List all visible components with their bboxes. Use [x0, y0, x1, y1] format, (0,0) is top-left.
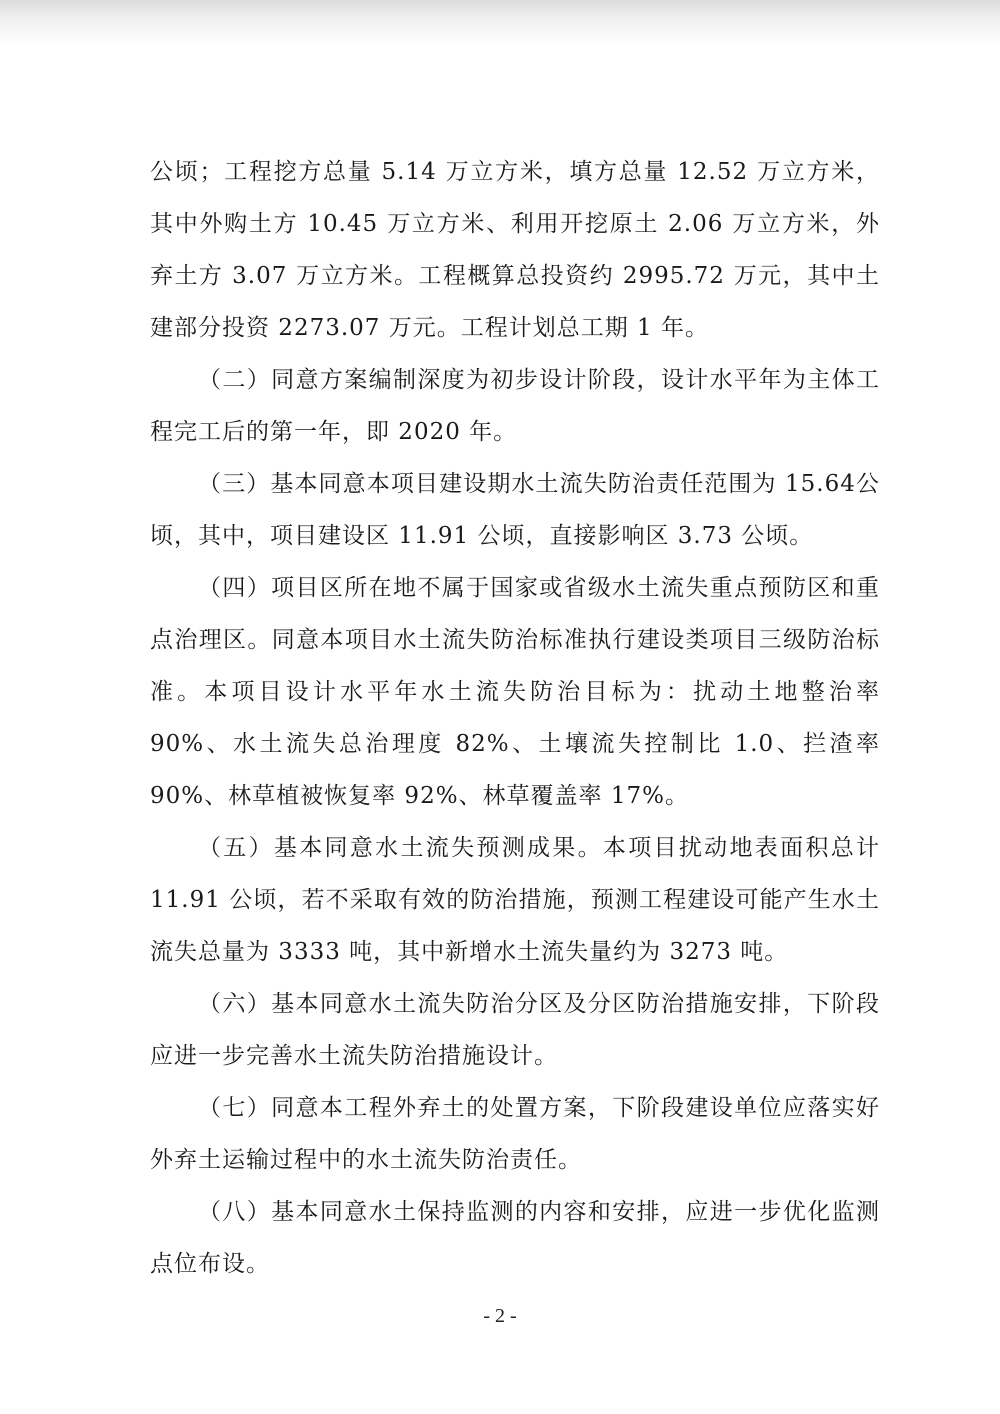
paragraph-line: 生水土流失总量为 3333 吨，其中新增水土流失量约为 3273 吨。	[150, 887, 881, 965]
paragraph	[150, 1082, 880, 1186]
paragraph-line: （二）同意方案编制深度为初步设计阶段，设计水平年为主	[198, 367, 832, 393]
paragraph-line: 监测点位布设。	[150, 1199, 881, 1277]
paragraph	[150, 562, 880, 822]
paragraph-line: （八）基本同意水土保持监测的内容和安排，应进一步优化	[198, 1199, 832, 1225]
paragraph	[150, 978, 880, 1082]
document-body	[150, 146, 880, 1290]
paragraph-line: （四）项目区所在地不属于国家或省级水土流失重点预防区	[198, 575, 832, 601]
paragraph-line: 计 11.91 公顷，若不采取有效的防治措施，预测工程建设可能产	[150, 835, 880, 913]
paragraph-line: 阶段应进一步完善水土流失防治措施设计。	[150, 991, 881, 1069]
paragraph-line: （三）基本同意本项目建设期水土流失防治责任范围为 15.64	[198, 471, 856, 497]
paragraph-line: （五）基本同意水土流失预测成果。本项目扰动地表面积总	[198, 835, 856, 861]
paragraph-line: 级防治标准。本项目设计水平年水土流失防治目标为：扰动土地	[150, 627, 881, 705]
paragraph-line: 其中外购土方 10.45 万立方米、利用开挖原土 2.06 万立方米，外	[150, 211, 880, 237]
scan-top-shadow	[0, 0, 1000, 44]
paragraph	[150, 458, 880, 562]
paragraph	[150, 1186, 880, 1290]
paragraph-line: 和重点治理区。同意本项目水土流失防治标准执行建设类项目三	[150, 575, 881, 653]
page-number: - 2 -	[483, 1305, 517, 1327]
paragraph-line: 整治率 90%、水土流失总治理度 82%、土壤流失控制比 1.0、拦渣	[150, 679, 881, 757]
paragraph	[150, 822, 880, 978]
paragraph-line: 弃土方 3.07 万立方米。工程概算总投资约 2995.72 万元，其中土	[150, 263, 880, 289]
paragraph-line: （七）同意本工程外弃土的处置方案，下阶段建设单位应落	[198, 1095, 832, 1121]
paragraph	[150, 146, 880, 354]
paragraph-line: （六）基本同意水土流失防治分区及分区防治措施安排，下	[198, 991, 832, 1017]
paragraph-line: 建部分投资 2273.07 万元。工程计划总工期 1 年。	[150, 315, 709, 341]
paragraph	[150, 354, 880, 458]
paragraph-line: 率 90%、林草植被恢复率 92%、林草覆盖率 17%。	[150, 731, 880, 809]
paragraph-line: 体工程完工后的第一年，即 2020 年。	[150, 367, 881, 445]
paragraph-line: 公顷；工程挖方总量 5.14 万立方米，填方总量 12.52 万立方米，	[150, 159, 880, 185]
paragraph-line: 公顷，其中，项目建设区 11.91 公顷，直接影响区 3.73 公顷。	[150, 471, 880, 549]
paragraph-line: 实好外弃土运输过程中的水土流失防治责任。	[150, 1095, 881, 1173]
